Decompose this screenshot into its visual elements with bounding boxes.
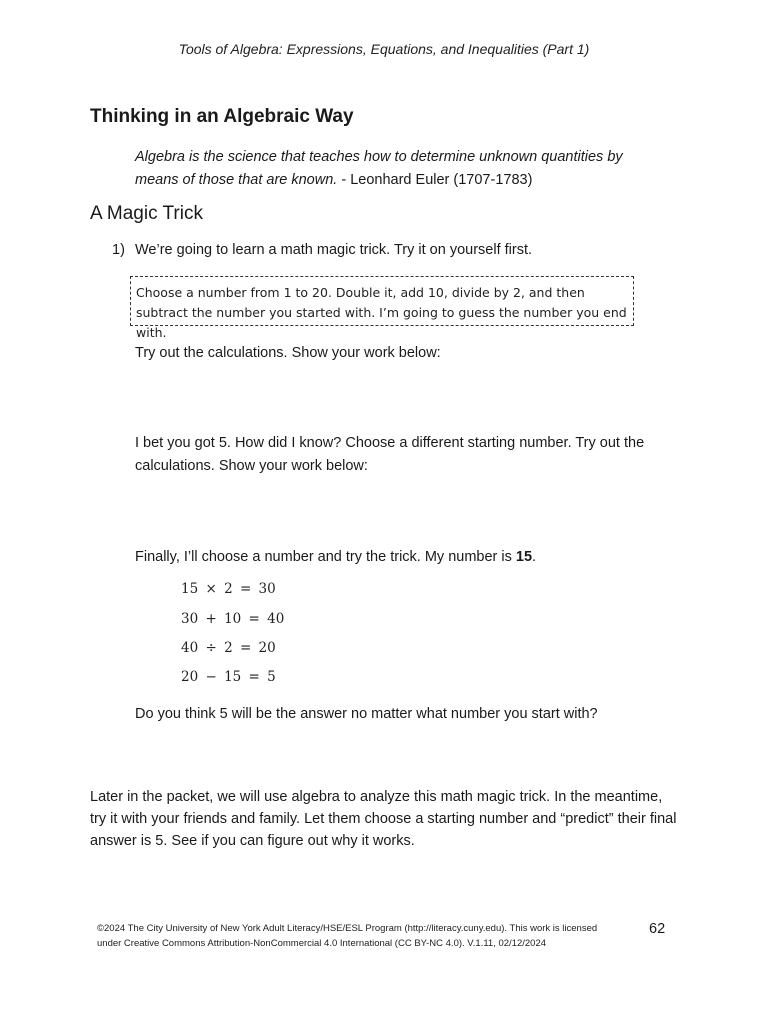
closing-paragraph: Later in the packet, we will use algebra to analyze this math magic trick. In the meantime, try it with your friends and family. Let them choose a starting number and “predict” their final answer is 5. See if you can figure out why it works. — [90, 789, 677, 849]
question-number: 1) — [112, 242, 125, 258]
final-intro-text: Finally, I’ll choose a number and try the trick. My number is — [135, 549, 516, 565]
section-title: Thinking in an Algebraic Way — [90, 106, 354, 127]
closing-question: Do you think 5 will be the answer no matter what number you start with? — [135, 706, 598, 722]
footer-license — [97, 921, 637, 951]
footer-line-2: under Creative Commons Attribution-NonCommercial 4.0 International (CC BY-NC 4.0). V.1.11, 02/12/2024 — [97, 938, 547, 949]
quote-attribution: - Leonhard Euler (1707-1783) — [337, 172, 533, 188]
instruction-first-try: Try out the calculations. Show your work below: — [135, 345, 441, 361]
instruction-second-try: I bet you got 5. How did I know? Choose a different starting number. Try out the calculations. Show your work below: — [135, 435, 645, 474]
epigraph-quote — [135, 146, 655, 192]
math-step-3: 40 ÷ 2 = 20 — [181, 640, 276, 656]
final-period: . — [532, 549, 537, 565]
math-step-4: 20 − 15 = 5 — [181, 669, 276, 685]
math-step-2: 30 + 10 = 40 — [181, 611, 285, 627]
math-step-1: 15 × 2 = 30 — [181, 581, 276, 597]
final-number-intro — [135, 546, 665, 569]
subsection-title: A Magic Trick — [90, 203, 203, 224]
footer-line-1: ©2024 The City University of New York Adult Literacy/HSE/ESL Program (http://literacy.cuny.edu). This work is licensed — [97, 923, 598, 934]
final-number: 15 — [515, 549, 533, 565]
running-header: Tools of Algebra: Expressions, Equations, and Inequalities (Part 1) — [178, 41, 590, 57]
question-prompt: We’re going to learn a math magic trick. Try it on yourself first. — [135, 242, 533, 258]
page-number: 62 — [649, 921, 666, 937]
quote-text: Algebra is the science that teaches how to determine unknown quantities by means of those that are known. — [135, 149, 623, 188]
magic-trick-box: Choose a number from 1 to 20. Double it, add 10, divide by 2, and then subtract the number you started with. I’m going to guess the number you end with. — [130, 276, 634, 326]
